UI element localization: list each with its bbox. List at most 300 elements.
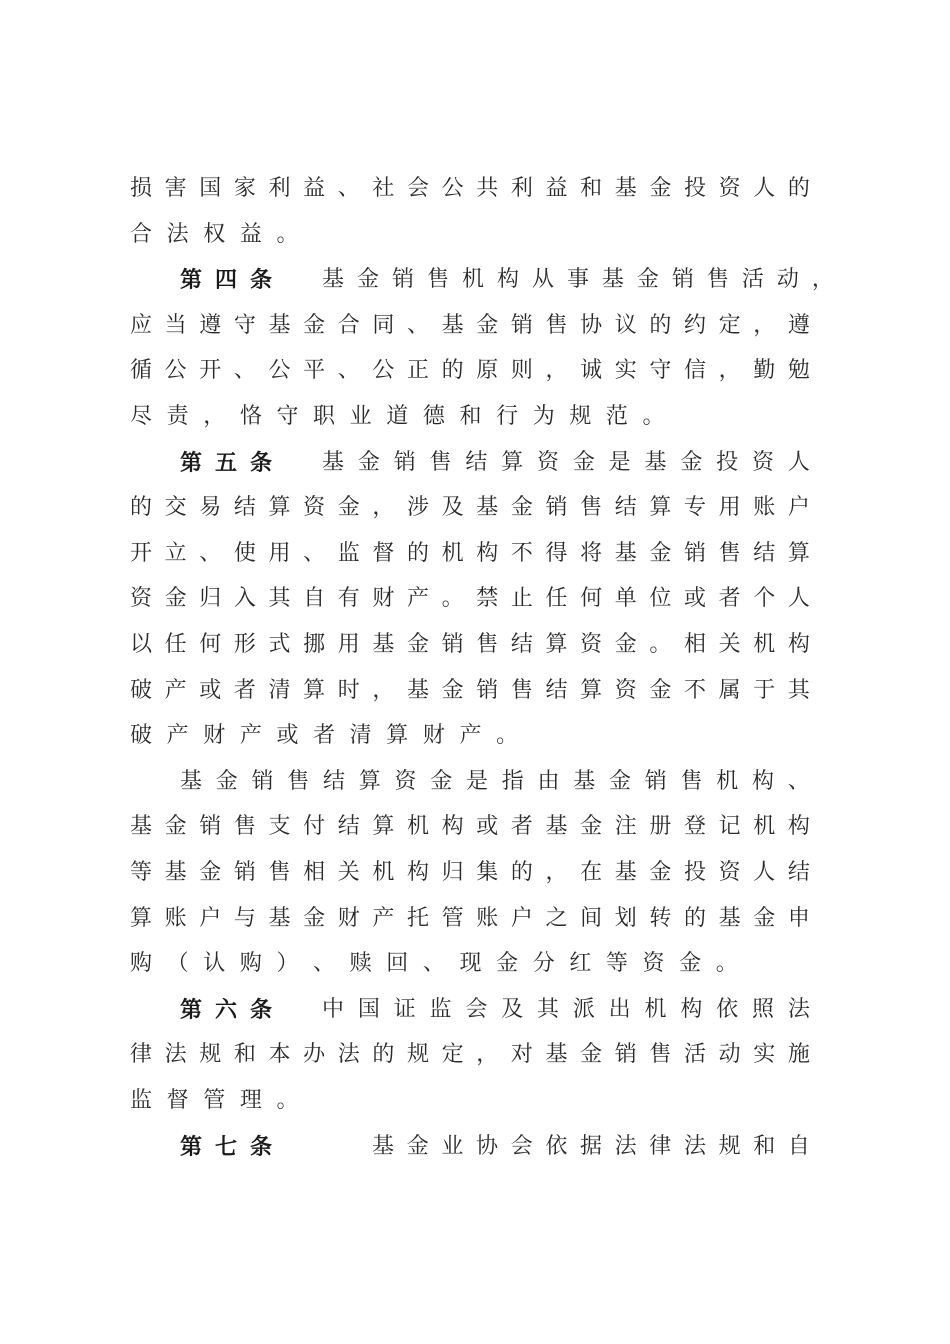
article-text-char: 金 (680, 449, 703, 475)
paragraph-text-char: 同 (372, 312, 395, 338)
paragraph-text-char: 个 (753, 586, 776, 612)
paragraph-text-char: 与 (233, 905, 256, 931)
paragraph-text-char: ， (753, 312, 776, 338)
paragraph-text-char: 关 (718, 632, 741, 657)
paragraph-text-char: 勤 (753, 358, 776, 384)
text-line (130, 850, 810, 896)
paragraph-text-char: 法 (164, 1042, 187, 1068)
article-text-char: 协 (476, 1133, 499, 1159)
article-text-char: 国 (357, 996, 380, 1022)
paragraph-text-char: 售 (580, 495, 603, 521)
paragraph-text-char: 破 (130, 677, 153, 703)
paragraph-text-char: 何 (199, 632, 222, 657)
article-text-char: 算 (501, 449, 524, 475)
text-line (130, 668, 810, 714)
paragraph-text-char: 集 (476, 860, 499, 885)
article-text-char: 人 (787, 449, 810, 475)
paragraph-text-char: 结 (787, 860, 810, 885)
paragraph-text-char: 机 (372, 860, 395, 885)
paragraph-text-char: 构 (787, 814, 810, 840)
paragraph-text-char: 构 (787, 632, 810, 657)
paragraph-text-char: 基 (718, 905, 741, 931)
article-text-char: 从 (531, 267, 554, 293)
paragraph-text-char: 形 (233, 632, 256, 657)
article-text-char: 金 (572, 449, 595, 475)
paragraph-text-char: 销 (684, 540, 707, 566)
paragraph-text-char: 、 (337, 358, 360, 384)
paragraph-text-char: 金 (337, 495, 360, 521)
paragraph-text-char: 破 (130, 723, 153, 749)
paragraph-text-char: 禁 (476, 586, 499, 612)
article-text-char: 销 (671, 267, 694, 293)
article-heading (180, 440, 272, 486)
paragraph-text-char: 开 (130, 540, 153, 566)
article-text-char: 活 (741, 267, 764, 293)
paragraph-text-char: 遵 (199, 312, 222, 338)
paragraph-text-char: 是 (466, 768, 489, 794)
paragraph-text-char: 或 (684, 586, 707, 612)
paragraph-text-char: 销 (441, 632, 464, 657)
paragraph-text-char: 销 (251, 768, 274, 794)
paragraph-text-char: 人 (753, 860, 776, 885)
paragraph-text-char: 权 (203, 221, 226, 247)
paragraph-text-char: 管 (203, 1088, 226, 1113)
paragraph-text-char: 守 (276, 404, 299, 429)
paragraph-text-char: 则 (510, 358, 533, 384)
paragraph-text-char: 责 (166, 404, 189, 429)
paragraph-text-char: 公 (372, 358, 395, 384)
article-text-char: 依 (716, 996, 739, 1022)
paragraph-text-char: 者 (510, 814, 533, 840)
paragraph-text-char: 金 (164, 814, 187, 840)
paragraph-text-char: 家 (233, 176, 256, 201)
text-line (130, 531, 810, 577)
text-line (130, 941, 810, 987)
paragraph-text-char: ， (545, 358, 568, 384)
paragraph-text-char: 金 (303, 905, 326, 931)
paragraph-text-char: 构 (441, 814, 464, 840)
paragraph-text-char: 属 (718, 677, 741, 703)
text-line (130, 576, 810, 622)
paragraph-text-char: 单 (614, 586, 637, 612)
paragraph-text-char: 结 (614, 495, 637, 521)
paragraph-text-char: 算 (130, 905, 153, 931)
paragraph-text-char: 理 (239, 1088, 262, 1113)
paragraph-text-char: 活 (684, 1042, 707, 1068)
text-line (130, 713, 810, 759)
paragraph-text-char: 入 (233, 586, 256, 612)
paragraph-text-char: 金 (476, 312, 499, 338)
paragraph-text-char: 合 (130, 221, 153, 247)
paragraph-text-char: 用 (337, 632, 360, 657)
article-heading-char: 五 (215, 449, 238, 476)
paragraph-text-char: 守 (233, 312, 256, 338)
article-text (322, 257, 834, 303)
article-text-char: 照 (751, 996, 774, 1022)
paragraph-text-char: 产 (459, 723, 482, 749)
paragraph-text-char: 结 (233, 495, 256, 521)
article-text-char: 中 (322, 996, 345, 1022)
paragraph-text-char: 、 (233, 358, 256, 384)
paragraph-text-char: 相 (684, 632, 707, 657)
paragraph-text-char: 购 (239, 951, 262, 977)
paragraph-text-char: 、 (407, 312, 430, 338)
paragraph-text-char: 构 (407, 860, 430, 885)
paragraph-text-char: 社 (372, 176, 395, 201)
paragraph-text-char: 财 (203, 723, 226, 749)
paragraph-text-char: 支 (268, 814, 291, 840)
paragraph-text-char: 者 (718, 586, 741, 612)
paragraph-text-char: 认 (203, 951, 226, 977)
paragraph-text-char: 清 (268, 677, 291, 703)
article-text-char: 法 (614, 1133, 637, 1159)
paragraph-text-char: 金 (649, 677, 672, 703)
paragraph-text-char: 注 (614, 814, 637, 840)
paragraph-text-char: 托 (407, 905, 430, 931)
paragraph-text-char: 办 (303, 1042, 326, 1068)
paragraph-text-char: 开 (199, 358, 222, 384)
paragraph-text-char: 行 (496, 404, 519, 429)
text-line (130, 303, 810, 349)
paragraph-text-char: 资 (580, 632, 603, 657)
paragraph-text-char: 算 (386, 723, 409, 749)
paragraph-text-char: 合 (337, 312, 360, 338)
paragraph-text-char: 结 (753, 540, 776, 566)
paragraph-text-char: ， (718, 358, 741, 384)
article-text-char: ， (811, 267, 834, 293)
paragraph-text-char: 人 (753, 176, 776, 201)
paragraph-text-char: 者 (233, 677, 256, 703)
paragraph-text-char: 售 (649, 1042, 672, 1068)
paragraph-text-char: 划 (614, 905, 637, 931)
article-text (322, 440, 810, 486)
paragraph-text-char: 资 (614, 677, 637, 703)
paragraph-text-char: 的 (649, 312, 672, 338)
article-text-char: 基 (322, 449, 345, 475)
article-heading-char: 第 (180, 449, 203, 476)
paragraph-text-char: 应 (130, 312, 153, 338)
paragraph-text-char: 售 (233, 814, 256, 840)
paragraph-text-char: 规 (569, 404, 592, 429)
paragraph-text-char: 公 (164, 358, 187, 384)
article-text-char: 金 (357, 449, 380, 475)
paragraph-text-char: 益 (545, 176, 568, 201)
paragraph-text-char: 。 (441, 586, 464, 612)
paragraph-text-char: 为 (532, 404, 555, 429)
paragraph-text-char: 动 (718, 1042, 741, 1068)
paragraph-text-char: 的 (787, 176, 810, 201)
article-text-char: 基 (372, 1133, 395, 1159)
paragraph-text-char: 本 (268, 1042, 291, 1068)
paragraph-text-char: 益 (239, 221, 262, 247)
paragraph-text-char: 律 (130, 1042, 153, 1068)
paragraph-text-char: 任 (545, 586, 568, 612)
paragraph-text-char: 基 (372, 632, 395, 657)
paragraph-text-char: 挪 (303, 632, 326, 657)
paragraph-text-char: 、 (422, 951, 445, 977)
paragraph-text-char: 、 (199, 540, 222, 566)
paragraph-text-char: 金 (649, 860, 672, 885)
article-heading-char: 条 (250, 449, 273, 476)
paragraph-text-char: 和 (233, 1042, 256, 1068)
paragraph-text-char: 规 (199, 1042, 222, 1068)
paragraph-text-char: 、 (787, 768, 810, 794)
paragraph-text-char: 基 (441, 312, 464, 338)
paragraph-text-char: 结 (337, 814, 360, 840)
paragraph-text-char: 资 (303, 495, 326, 521)
article-text-char: 售 (427, 267, 450, 293)
paragraph-text-char: 结 (323, 768, 346, 794)
paragraph-text-char: 基 (180, 768, 203, 794)
paragraph-text-char: 、 (337, 176, 360, 201)
paragraph-text-char: 金 (496, 951, 519, 977)
paragraph-text-char: 恪 (239, 404, 262, 429)
paragraph-text-char: 用 (718, 495, 741, 521)
article-heading-char: 第 (180, 1133, 203, 1160)
paragraph-text-char: 用 (268, 540, 291, 566)
paragraph-text-char: 销 (199, 814, 222, 840)
paragraph-text-char: 原 (476, 358, 499, 384)
paragraph-text-char: 道 (386, 404, 409, 429)
paragraph-text-char: 账 (476, 905, 499, 931)
article-text-char: 销 (392, 267, 415, 293)
article-heading (180, 257, 272, 303)
article-text-char: 及 (501, 996, 524, 1022)
paragraph-text-char: 或 (199, 677, 222, 703)
paragraph-text-char: 利 (510, 176, 533, 201)
paragraph-text-char: 定 (441, 1042, 464, 1068)
paragraph-text-char: 清 (349, 723, 372, 749)
paragraph-text-char: 督 (372, 540, 395, 566)
paragraph-text-char: 户 (199, 905, 222, 931)
text-line (130, 212, 810, 258)
paragraph-text-char: 户 (510, 905, 533, 931)
paragraph-text-char: 协 (580, 312, 603, 338)
paragraph-text-char: 或 (276, 723, 299, 749)
text-line (130, 804, 810, 850)
article-text-char: 法 (787, 996, 810, 1022)
paragraph-text-char: ） (276, 951, 299, 977)
paragraph-text-char: 关 (337, 860, 360, 885)
paragraph-text-char: 结 (545, 677, 568, 703)
paragraph-text-char: 。 (649, 632, 672, 657)
paragraph-text-char: 。 (276, 221, 299, 247)
paragraph-text-char: 实 (753, 1042, 776, 1068)
paragraph-text-char: 管 (441, 905, 464, 931)
paragraph-text-char: 产 (372, 905, 395, 931)
paragraph-text-char: 业 (349, 404, 372, 429)
paragraph-text-char: 算 (358, 768, 381, 794)
article-heading (180, 1124, 272, 1170)
paragraph-text-char: 共 (476, 176, 499, 201)
paragraph-text-char: 资 (642, 951, 665, 977)
article-text-char: 构 (680, 996, 703, 1022)
paragraph-text-char: 。 (496, 723, 519, 749)
paragraph-text-char: 机 (753, 632, 776, 657)
paragraph-text-char: 金 (753, 905, 776, 931)
article-text-char: 动 (776, 267, 799, 293)
paragraph-text-char: 、 (303, 540, 326, 566)
paragraph-text-char: 专 (684, 495, 707, 521)
paragraph-text-char: 何 (580, 586, 603, 612)
paragraph-text-char: 止 (510, 586, 533, 612)
text-line (180, 987, 810, 1033)
paragraph-text-char: 。 (642, 404, 665, 429)
paragraph-text-char: 红 (569, 951, 592, 977)
paragraph-text-char: 售 (545, 312, 568, 338)
paragraph-text-char: 在 (580, 860, 603, 885)
text-line (130, 166, 810, 212)
paragraph-text-char: 者 (313, 723, 336, 749)
paragraph-text-char: 基 (130, 814, 153, 840)
paragraph-text-char: 基 (614, 860, 637, 885)
paragraph-text-char: 售 (510, 677, 533, 703)
paragraph-text-char: 平 (303, 358, 326, 384)
article-text-char: 结 (465, 449, 488, 475)
paragraph-text-char: 范 (605, 404, 628, 429)
article-text-char: 监 (429, 996, 452, 1022)
paragraph-text-char: 账 (164, 905, 187, 931)
paragraph-text-char: 不 (684, 677, 707, 703)
article-text-char: 售 (706, 267, 729, 293)
paragraph-text-char: 资 (718, 176, 741, 201)
paragraph-text-char: 申 (787, 905, 810, 931)
paragraph-text-char: 议 (614, 312, 637, 338)
article-text-char: 其 (537, 996, 560, 1022)
paragraph-text-char: 的 (407, 540, 430, 566)
paragraph-text-char: 算 (372, 814, 395, 840)
paragraph-text-char: 登 (684, 814, 707, 840)
paragraph-text-char: 正 (407, 358, 430, 384)
article-text-char: 证 (393, 996, 416, 1022)
paragraph-text-char: 销 (545, 495, 568, 521)
paragraph-text-char: 基 (545, 814, 568, 840)
paragraph-text-char: 销 (614, 1042, 637, 1068)
paragraph-text-char: 其 (268, 586, 291, 612)
paragraph-text-char: 的 (372, 1042, 395, 1068)
article-text-char: 基 (322, 267, 345, 293)
paragraph-text-char: 其 (787, 677, 810, 703)
paragraph-text-char: 户 (787, 495, 810, 521)
paragraph-text-char: 德 (422, 404, 445, 429)
paragraph-text-char: 付 (303, 814, 326, 840)
paragraph-text-char: 自 (303, 586, 326, 612)
paragraph-text-char: 销 (510, 312, 533, 338)
paragraph-text-char: 产 (239, 723, 262, 749)
paragraph-text-char: ， (545, 860, 568, 885)
paragraph-text-char: 有 (337, 586, 360, 612)
paragraph-text-char: 投 (684, 860, 707, 885)
paragraph-text-char: 相 (303, 860, 326, 885)
paragraph-text-char: 分 (532, 951, 555, 977)
text-line (180, 1124, 810, 1170)
paragraph-text-char: 的 (510, 860, 533, 885)
paragraph-text-char: 间 (580, 905, 603, 931)
article-heading-char: 六 (215, 996, 238, 1023)
paragraph-text-char: 金 (430, 768, 453, 794)
article-text-char: 构 (496, 267, 519, 293)
text-line (180, 440, 810, 486)
text-line (130, 622, 810, 668)
paragraph-text-char: 金 (580, 1042, 603, 1068)
paragraph-text-char: 勉 (787, 358, 810, 384)
paragraph-text-char: ， (476, 1042, 499, 1068)
paragraph-text-char: 基 (614, 176, 637, 201)
paragraph-text-char: 投 (684, 176, 707, 201)
paragraph-text-char: 位 (649, 586, 672, 612)
paragraph-text-char: 售 (476, 632, 499, 657)
text-line (180, 257, 834, 303)
paragraph-text-char: 信 (684, 358, 707, 384)
paragraph-text-char: 尽 (130, 404, 153, 429)
article-text (322, 987, 810, 1033)
paragraph-text-char: 立 (164, 540, 187, 566)
paragraph-text-char: 人 (787, 586, 810, 612)
paragraph-text-char: 金 (580, 814, 603, 840)
paragraph-text-char: 的 (684, 905, 707, 931)
article-heading-char: 第 (180, 996, 203, 1023)
article-text-char: 金 (406, 1133, 429, 1159)
paragraph-text-char: 资 (394, 768, 417, 794)
paragraph-text-char: 机 (716, 768, 739, 794)
article-text-char: 派 (572, 996, 595, 1022)
paragraph-text-char: 售 (718, 540, 741, 566)
paragraph-text-char: 算 (303, 677, 326, 703)
paragraph-text-char: 基 (476, 495, 499, 521)
article-text-char: 据 (579, 1133, 602, 1159)
paragraph-text-char: 督 (166, 1088, 189, 1113)
paragraph-text-char: 的 (130, 495, 153, 521)
article-text-char: 金 (636, 267, 659, 293)
paragraph-text-char: 产 (166, 723, 189, 749)
article-text-char: 法 (683, 1133, 706, 1159)
article-text-char: 会 (465, 996, 488, 1022)
paragraph-text-char: 时 (337, 677, 360, 703)
paragraph-text-char: 金 (679, 951, 702, 977)
paragraph-text-char: 金 (441, 677, 464, 703)
paragraph-text-char: 金 (614, 632, 637, 657)
article-heading-char: 条 (250, 267, 273, 294)
article-heading-char: 第 (180, 267, 203, 294)
paragraph-text-char: 产 (407, 586, 430, 612)
paragraph-text-char: 账 (753, 495, 776, 521)
paragraph-text-char: 任 (164, 632, 187, 657)
text-line (130, 896, 810, 942)
paragraph-text-char: 售 (680, 768, 703, 794)
article-text-char: 律 (649, 1133, 672, 1159)
paragraph-text-char: 金 (510, 495, 533, 521)
article-text-char: 机 (644, 996, 667, 1022)
paragraph-text-char: 产 (164, 677, 187, 703)
paragraph-text-char: 算 (268, 495, 291, 521)
article-text-char: 事 (566, 267, 589, 293)
paragraph-text-char: 赎 (349, 951, 372, 977)
paragraph-text-char: 算 (580, 677, 603, 703)
paragraph-text-char: 基 (164, 860, 187, 885)
paragraph-text-char: 施 (787, 1042, 810, 1068)
paragraph-text-char: 现 (459, 951, 482, 977)
article-text-char: 基 (601, 267, 624, 293)
paragraph-text-char: 公 (441, 176, 464, 201)
paragraph-text-char: 结 (510, 632, 533, 657)
paragraph-text-char: 法 (166, 221, 189, 247)
article-heading-char: 七 (215, 1133, 238, 1160)
article-text-char: 金 (357, 267, 380, 293)
paragraph-text-char: 金 (303, 312, 326, 338)
paragraph-text-char: 金 (649, 540, 672, 566)
paragraph-text-char: 约 (684, 312, 707, 338)
paragraph-text-char: 财 (422, 723, 445, 749)
